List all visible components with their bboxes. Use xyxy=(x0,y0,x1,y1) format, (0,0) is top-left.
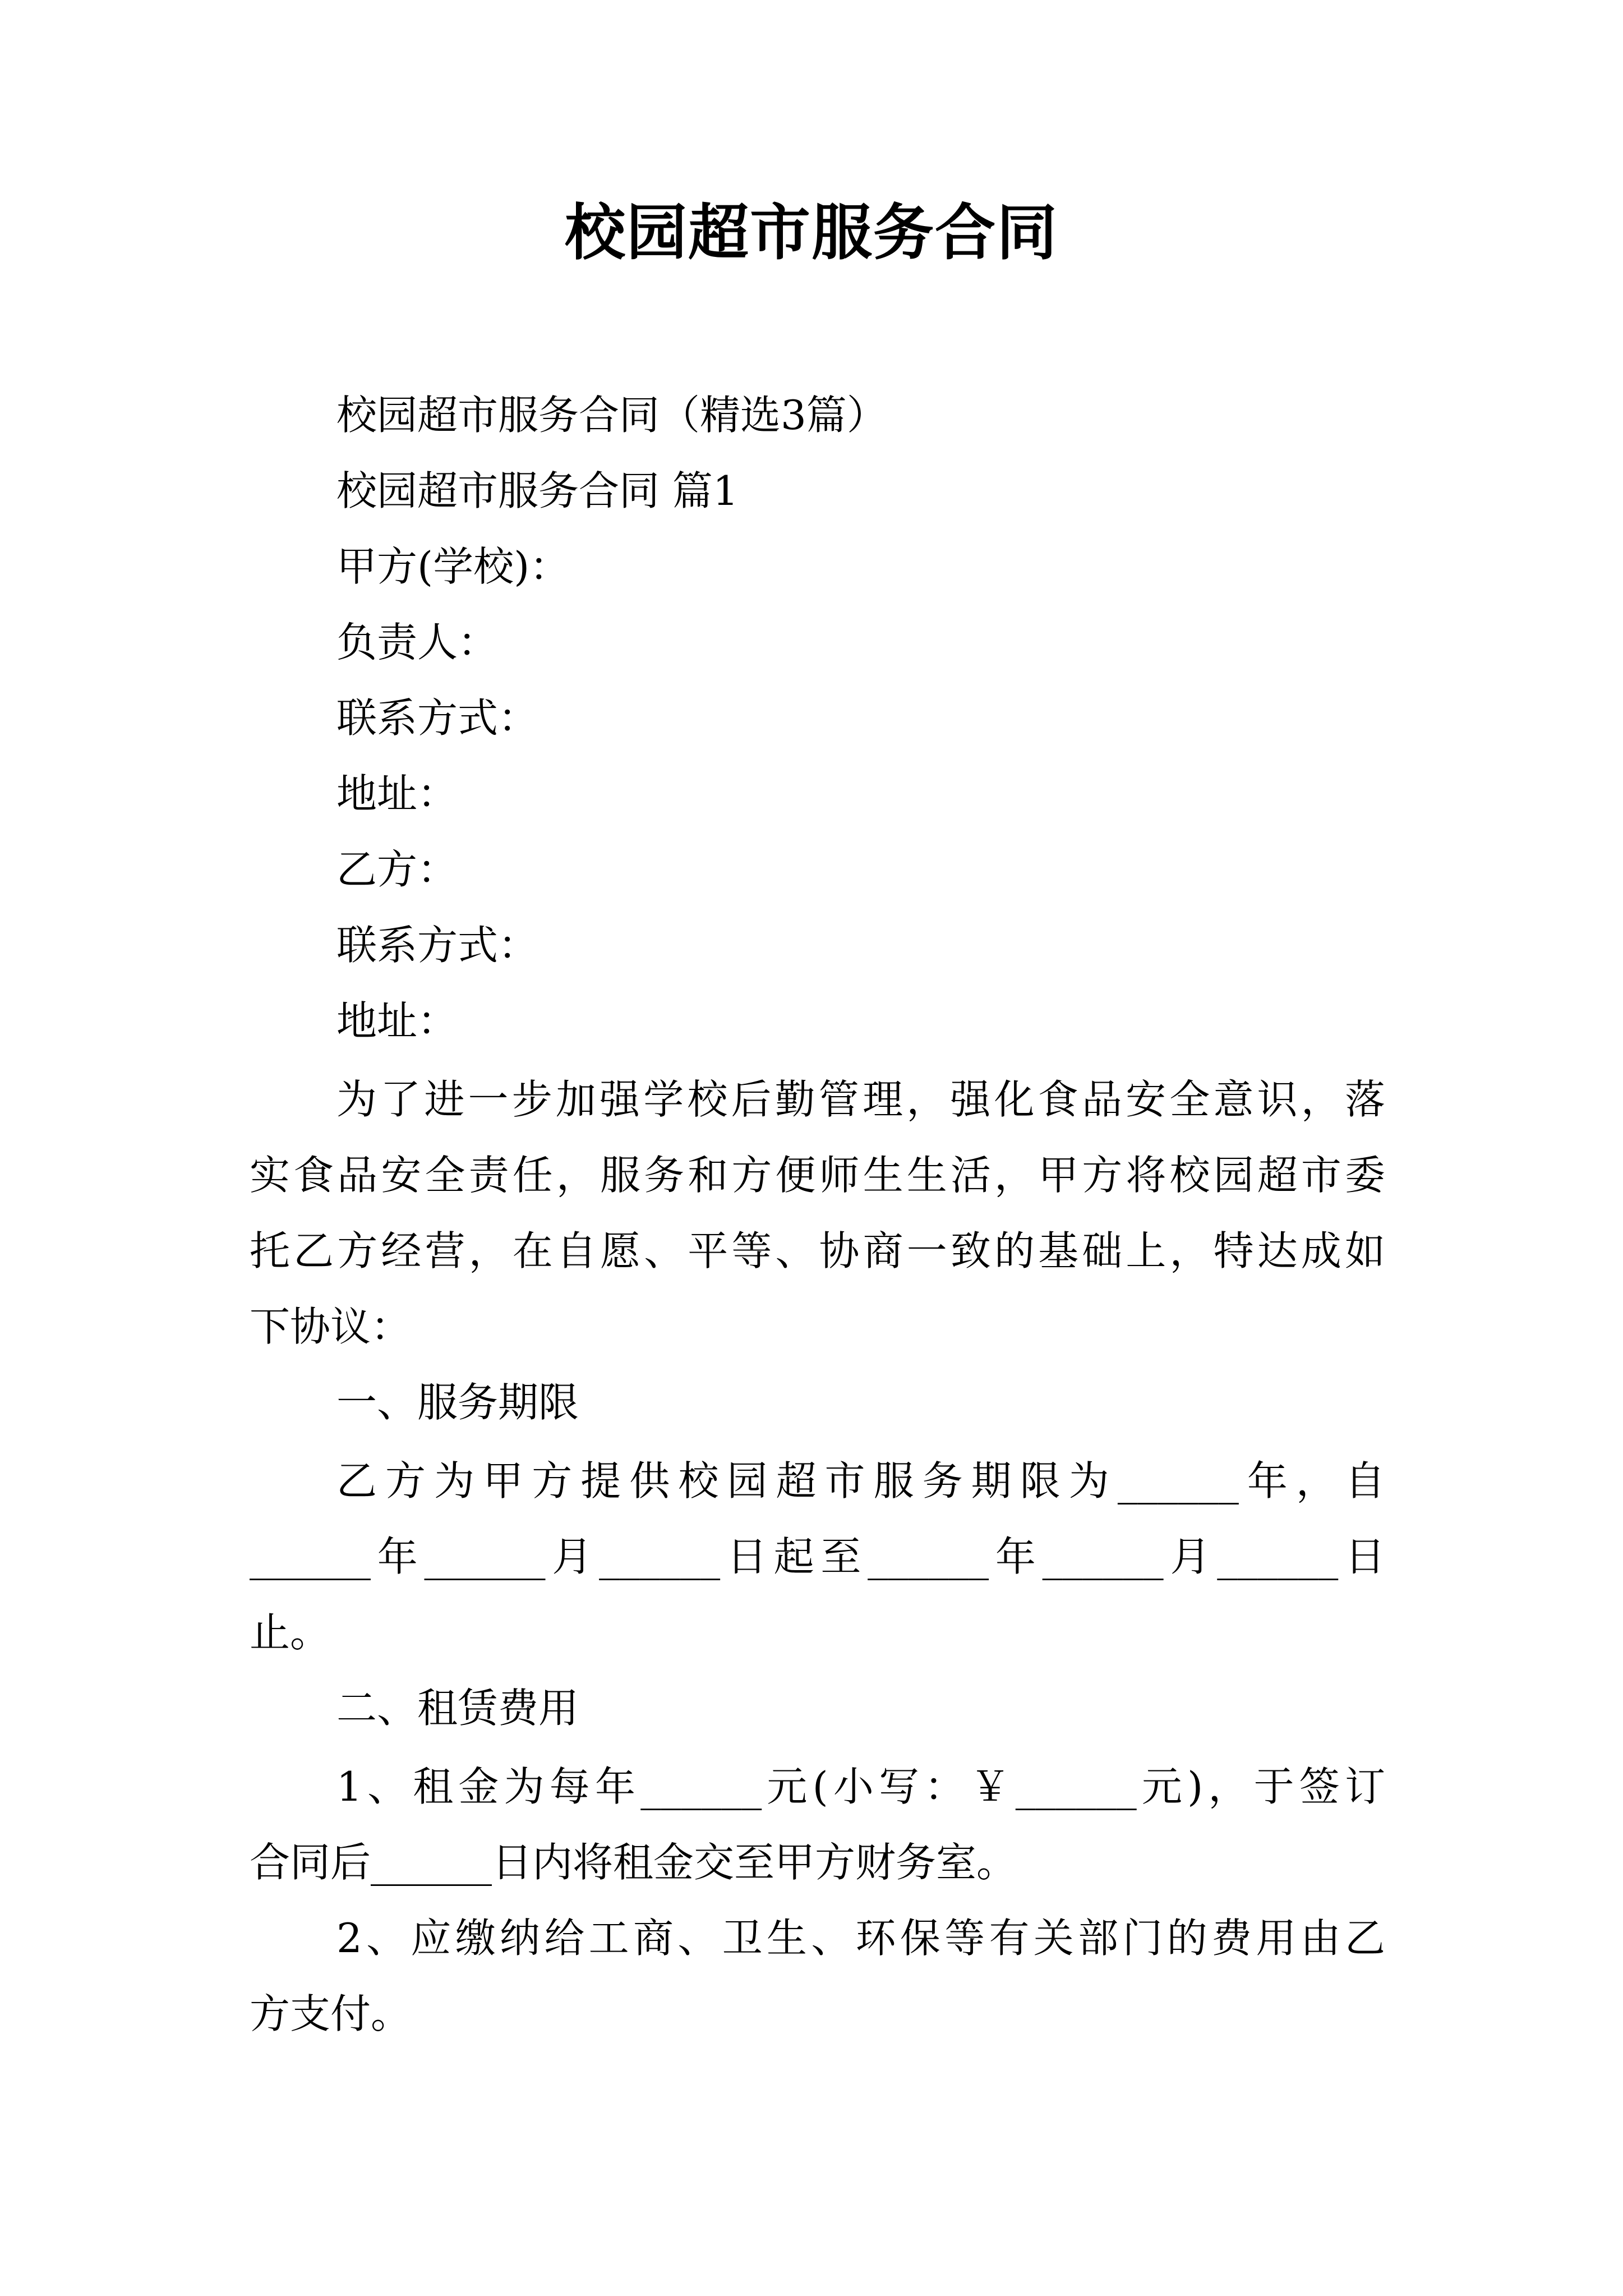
responsible-person-label: 负责人： xyxy=(336,619,499,666)
fees-paragraph-line: 方支付。 xyxy=(250,1990,412,2037)
term-paragraph-line: 乙方为甲方提供校园超市服务期限为______年，自 xyxy=(336,1457,1385,1504)
fees-paragraph-line: 合同后______日内将租金交至甲方财务室。 xyxy=(250,1839,1017,1886)
intro-paragraph-line: 为了进一步加强学校后勤管理，强化食品安全意识，落 xyxy=(336,1076,1385,1123)
term-paragraph-line: 止。 xyxy=(250,1609,331,1656)
intro-paragraph-line: 托乙方经营，在自愿、平等、协商一致的基础上，特达成如 xyxy=(250,1227,1385,1274)
party-a-label: 甲方(学校)： xyxy=(336,543,570,590)
party-b-contact-label: 联系方式： xyxy=(336,922,539,969)
fees-paragraph-line: 1、租金为每年______元(小写：￥______元)，于签订 xyxy=(336,1763,1385,1810)
party-a-contact-label: 联系方式： xyxy=(336,694,539,742)
party-b-label: 乙方： xyxy=(336,846,458,893)
party-b-address-label: 地址： xyxy=(336,997,458,1045)
clause-heading-term: 一、服务期限 xyxy=(336,1379,579,1426)
intro-paragraph-line: 实食品安全责任，服务和方便师生生活，甲方将校园超市委 xyxy=(250,1152,1385,1199)
term-paragraph-line: ______年______月______日起至______年______月______日 xyxy=(250,1533,1385,1580)
section-heading: 校园超市服务合同 篇1 xyxy=(336,467,739,514)
intro-paragraph-line: 下协议： xyxy=(250,1303,412,1350)
document-title: 校园超市服务合同 xyxy=(564,197,1058,268)
subtitle-line: 校园超市服务合同（精选3篇） xyxy=(336,392,887,439)
fees-paragraph-line: 2、应缴纳给工商、卫生、环保等有关部门的费用由乙 xyxy=(336,1915,1385,1962)
clause-heading-fees: 二、租赁费用 xyxy=(336,1685,579,1732)
party-a-address-label: 地址： xyxy=(336,770,458,817)
